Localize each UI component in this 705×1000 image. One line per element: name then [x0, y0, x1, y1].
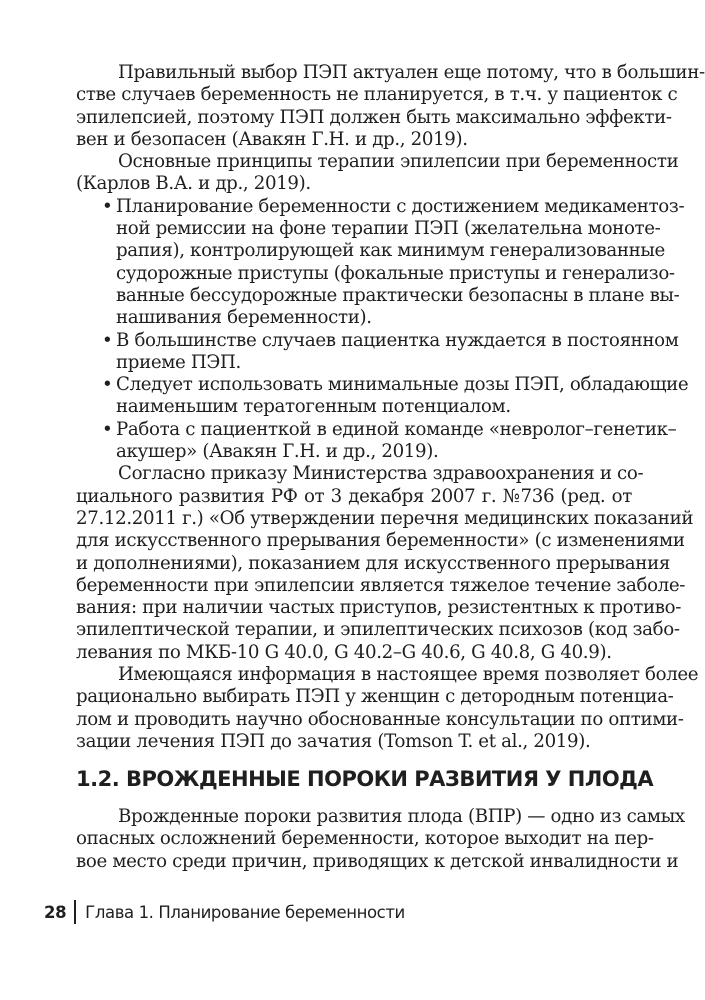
paragraph-information	[76, 664, 699, 753]
paragraph-congenital-defects	[76, 806, 685, 873]
list-item	[76, 418, 677, 464]
text-line: рапия), контролирующей как минимум генерализованные	[116, 240, 665, 262]
text-line: акушер» (Авакян Г.Н. и др., 2019).	[116, 441, 439, 463]
list-item	[76, 374, 689, 419]
list-item	[76, 195, 685, 330]
text-line: эпилепсией, поэтому ПЭП должен быть максимально эффекти-	[76, 106, 672, 128]
principles-list	[76, 195, 689, 464]
text-line: зации лечения ПЭП до зачатия (Tomson T. et al., 2019).	[76, 730, 591, 752]
text-line: циального развития РФ от 3 декабря 2007 г. №736 (ред. от	[76, 485, 632, 507]
text-line: • Планирование беременности с достижением медикаментоз-	[76, 196, 632, 218]
footer-divider	[74, 900, 76, 924]
text-line: Имеющаяся информация в настоящее время позволяет более	[118, 664, 699, 686]
list-item	[76, 329, 679, 375]
text-line: левания по МКБ-10 G 40.0, G 40.2–G 40.6, G 40.8, G 40.9).	[76, 641, 612, 663]
text-line: 27.12.2011 г.) «Об утверждении перечня медицинских показаний	[76, 507, 694, 529]
text-line: опасных осложнений беременности, которое выходит на пер-	[76, 828, 654, 850]
section-heading: 1.2. ВРОЖДЕННЫЕ ПОРОКИ РАЗВИТИЯ У ПЛОДА	[76, 767, 654, 791]
text-line: • Следует использовать минимальные дозы ПЭП, обладающие	[76, 374, 632, 396]
text-line: • Работа с пациенткой в единой команде «невролог–генетик–	[76, 419, 632, 441]
text-line: для искусственного прерывания беременности» (с изменениями	[76, 530, 685, 552]
text-line: стве случаев беременность не планируется, в т.ч. у пациенток с	[76, 84, 678, 106]
paragraph-pep-choice	[76, 62, 705, 151]
text-line: Правильный выбор ПЭП актуален еще потому, что в большин-	[118, 62, 705, 83]
page-body	[76, 62, 705, 753]
text-line: вания: при наличии частых приступов, резистентных к противо-	[76, 597, 682, 619]
text-line: Врожденные пороки развития плода (ВПР) — одно из самых	[118, 806, 685, 827]
paragraph-principles	[76, 151, 679, 196]
text-line: Основные принципы терапии эпилепсии при беременности	[118, 151, 679, 173]
text-line: судорожные приступы (фокальные приступы и генерализо-	[116, 262, 675, 284]
text-line: Согласно приказу Министерства здравоохранения и со-	[118, 463, 644, 485]
page-footer	[44, 900, 405, 924]
paragraph-order-736	[76, 463, 694, 664]
text-line: лом и проводить научно обоснованные консультации по оптими-	[76, 708, 684, 730]
text-line: ной ремиссии на фоне терапии ПЭП (желательна моноте-	[116, 218, 661, 240]
page-number: 28	[44, 902, 67, 922]
text-line: эпилептической терапии, и эпилептических психозов (код забо-	[76, 619, 680, 641]
text-line: нашивания беременности).	[116, 307, 372, 329]
text-line: ванные бессудорожные практически безопасны в плане вы-	[116, 284, 680, 306]
text-line: • В большинстве случаев пациентка нуждается в постоянном	[76, 330, 632, 352]
text-line: приеме ПЭП.	[116, 351, 241, 373]
text-line: беременности при эпилепсии является тяжелое течение заболе-	[76, 574, 686, 596]
chapter-title: Глава 1. Планирование беременности	[85, 902, 405, 922]
text-line: наименьшим тератогенным потенциалом.	[116, 396, 511, 418]
text-line: и дополнениями), показанием для искусственного прерывания	[76, 552, 670, 574]
text-line: вен и безопасен (Авакян Г.Н. и др., 2019).	[76, 128, 468, 150]
text-line: рационально выбирать ПЭП у женщин с детородным потенциа-	[76, 686, 674, 708]
text-line: вое место среди причин, приводящих к детской инвалидности и	[76, 850, 679, 872]
text-line: (Карлов В.А. и др., 2019).	[76, 173, 311, 195]
